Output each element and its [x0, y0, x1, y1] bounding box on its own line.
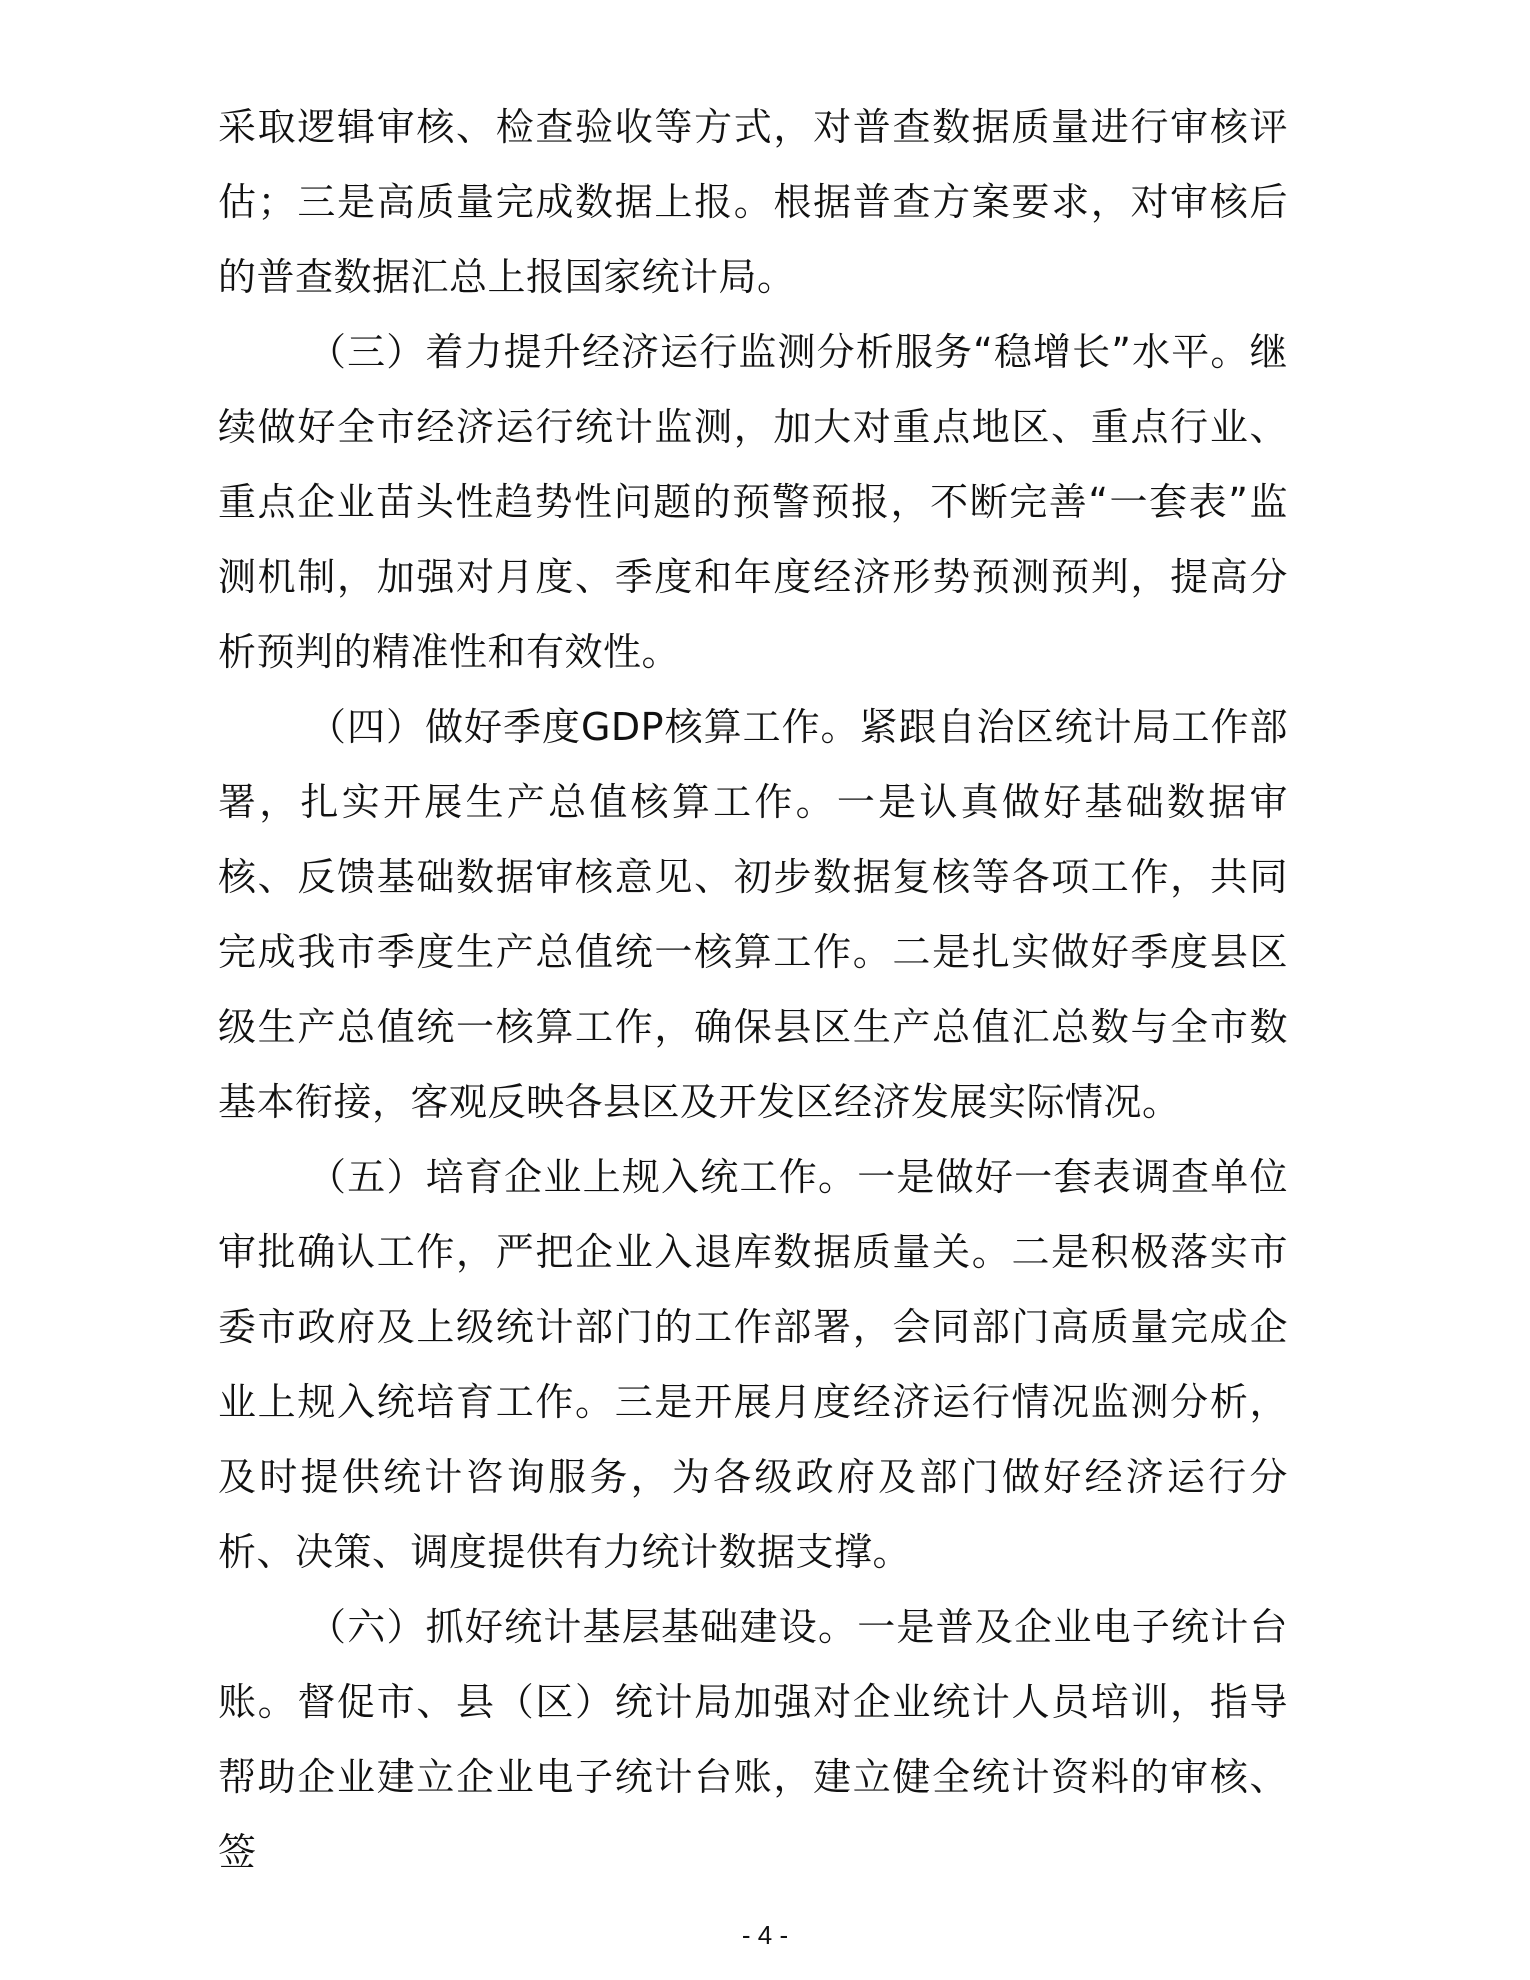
- page-number: - 4 -: [741, 1920, 789, 1950]
- paragraph-4: （五）培育企业上规入统工作。一是做好一套表调查单位审批确认工作，严把企业入退库数据质量关。二是积极落实市委市政府及上级统计部门的工作部署，会同部门高质量完成企业上规入统培育工作。三是开展月度经济运行情况监测分析，及时提供统计咨询服务，为各级政府及部门做好经济运行分析、决策、调度提供有力统计数据支撑。: [218, 1155, 1288, 1574]
- paragraph-1: 采取逻辑审核、检查验收等方式，对普查数据质量进行审核评估；三是高质量完成数据上报。根据普查方案要求，对审核后的普查数据汇总上报国家统计局。: [218, 105, 1288, 299]
- paragraph-2: （三）着力提升经济运行监测分析服务“稳增长”水平。继续做好全市经济运行统计监测，加大对重点地区、重点行业、重点企业苗头性趋势性问题的预警预报，不断完善“一套表”监测机制，加强对月度、季度和年度经济形势预测预判，提高分析预判的精准性和有效性。: [218, 330, 1288, 674]
- document-body: [218, 90, 1288, 1890]
- paragraph-5: （六）抓好统计基层基础建设。一是普及企业电子统计台账。督促市、县（区）统计局加强对企业统计人员培训，指导帮助企业建立企业电子统计台账，建立健全统计资料的审核、签: [218, 1605, 1288, 1874]
- paragraph-3: （四）做好季度GDP核算工作。紧跟自治区统计局工作部署，扎实开展生产总值核算工作。一是认真做好基础数据审核、反馈基础数据审核意见、初步数据复核等各项工作，共同完成我市季度生产总值统一核算工作。二是扎实做好季度县区级生产总值统一核算工作，确保县区生产总值汇总数与全市数基本衔接，客观反映各县区及开发区经济发展实际情况。: [218, 705, 1288, 1124]
